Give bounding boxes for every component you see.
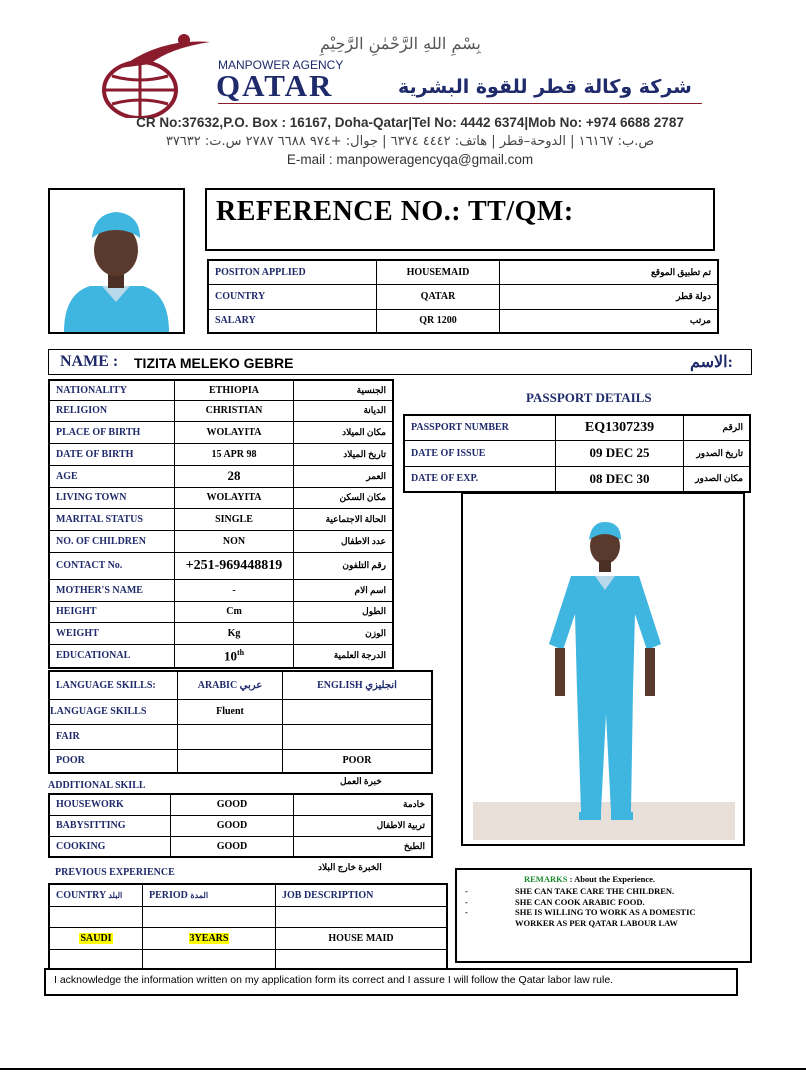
personal-value: 28 xyxy=(175,465,294,487)
country-value: QATAR xyxy=(377,284,500,309)
reference-number: REFERENCE NO.: TT/QM: xyxy=(216,196,574,227)
position-label: POSITON APPLIED xyxy=(208,260,377,284)
personal-arabic: اسم الام xyxy=(294,579,394,601)
personal-arabic: الجنسية xyxy=(294,380,394,400)
personal-row xyxy=(49,552,393,579)
issue-date-arabic: تاريخ الصدور xyxy=(684,440,751,466)
agency-logo xyxy=(90,28,220,118)
country-label: COUNTRY xyxy=(208,284,377,309)
position-value: HOUSEMAID xyxy=(377,260,500,284)
personal-label: RELIGION xyxy=(49,400,175,421)
personal-label: LIVING TOWN xyxy=(49,487,175,508)
personal-row xyxy=(49,622,393,644)
expiry-date-label: DATE OF EXP. xyxy=(404,466,556,492)
issue-date-value: 09 DEC 25 xyxy=(556,440,684,466)
additional-skill-title: ADDITIONAL SKILL xyxy=(48,780,146,791)
personal-arabic: مكان السكن xyxy=(294,487,394,508)
personal-value: Cm xyxy=(175,601,294,622)
personal-arabic: عدد الاطفال xyxy=(294,530,394,552)
salary-arabic: مرتب xyxy=(500,309,719,333)
personal-value: ETHIOPIA xyxy=(175,380,294,400)
language-table xyxy=(48,670,433,774)
passport-table xyxy=(403,414,751,493)
babysitting-value: GOOD xyxy=(171,815,294,836)
agency-subtitle: MANPOWER AGENCY xyxy=(218,58,344,72)
name-label: NAME : xyxy=(60,353,119,370)
passport-title: PASSPORT DETAILS xyxy=(526,390,652,405)
acknowledgement-text: I acknowledge the information written on my application form its correct and I assure I will follow the Qatar labor law rule. xyxy=(54,974,614,986)
arabic-skill-value: Fluent xyxy=(178,699,283,724)
personal-arabic: الحالة الاجتماعية xyxy=(294,508,394,530)
agency-arabic-name: شركة وكالة قطر للقوة البشرية xyxy=(398,76,692,98)
cooking-value: GOOD xyxy=(171,836,294,857)
bismillah-text: بِسْمِ اللهِ الرَّحْمٰنِ الرَّحِيْمِ xyxy=(320,34,481,53)
remark-item: - SHE CAN COOK ARABIC FOOD. xyxy=(465,896,645,907)
personal-label: HEIGHT xyxy=(49,601,175,622)
personal-value: CHRISTIAN xyxy=(175,400,294,421)
agency-name: QATAR xyxy=(216,68,334,103)
passport-number-label: PASSPORT NUMBER xyxy=(404,415,556,440)
housework-value: GOOD xyxy=(171,794,294,815)
personal-arabic: تاريخ الميلاد xyxy=(294,443,394,465)
additional-skill-table xyxy=(48,793,433,858)
personal-arabic: العمر xyxy=(294,465,394,487)
cooking-arabic: الطبخ xyxy=(294,836,433,857)
arabic-column-header: ARABIC عربي xyxy=(178,671,283,699)
personal-row xyxy=(49,579,393,601)
personal-value: 15 APR 98 xyxy=(175,443,294,465)
poor-arabic xyxy=(178,749,283,773)
country-column-header: COUNTRY البلد xyxy=(49,884,143,906)
personal-value: WOLAYITA xyxy=(175,487,294,508)
position-table xyxy=(207,259,719,334)
remark-item: - SHE IS WILLING TO WORK AS A DOMESTIC WORKER AS PER QATAR LABOUR LAW xyxy=(465,907,696,928)
personal-arabic: الديانة xyxy=(294,400,394,421)
personal-row xyxy=(49,465,393,487)
personal-row xyxy=(49,443,393,465)
contact-line-english: CR No:37632,P.O. Box : 16167, Doha-Qatar|Tel No: 4442 6374|Mob No: +974 6688 2787 xyxy=(136,115,684,130)
personal-label: NO. OF CHILDREN xyxy=(49,530,175,552)
remarks-title: REMARKS : About the Experience. xyxy=(524,874,656,884)
fair-english xyxy=(283,724,433,749)
personal-row xyxy=(49,508,393,530)
personal-arabic: رقم التلفون xyxy=(294,552,394,579)
personal-arabic: الدرجة العلمية xyxy=(294,644,394,668)
housework-label: HOUSEWORK xyxy=(49,794,171,815)
job-column-header: JOB DESCRIPTION xyxy=(276,884,448,906)
passport-number-value: EQ1307239 xyxy=(556,415,684,440)
personal-value: NON xyxy=(175,530,294,552)
personal-row xyxy=(49,400,393,421)
period-column-header: PERIOD المدة xyxy=(143,884,276,906)
header-underline xyxy=(218,103,702,104)
housework-arabic: خادمة xyxy=(294,794,433,815)
poor-label: POOR xyxy=(49,749,178,773)
personal-row xyxy=(49,601,393,622)
full-body-photo xyxy=(461,492,745,846)
name-value: TIZITA MELEKO GEBRE xyxy=(134,355,294,371)
personal-row xyxy=(49,421,393,443)
personal-value: Kg xyxy=(175,622,294,644)
language-header-label: LANGUAGE SKILLS: xyxy=(49,671,178,699)
salary-value: QR 1200 xyxy=(377,309,500,333)
personal-value: - xyxy=(175,579,294,601)
personal-label: CONTACT No. xyxy=(49,552,175,579)
personal-label: NATIONALITY xyxy=(49,380,175,400)
previous-experience-title: PREVIOUS EXPERIENCE xyxy=(55,867,175,878)
country-arabic: دولة قطر xyxy=(500,284,719,309)
name-arabic-label: الاسم: xyxy=(690,354,733,371)
page-bottom-rule xyxy=(0,1068,806,1070)
experience-period: 3YEARS xyxy=(143,927,276,949)
english-skill-value xyxy=(283,699,433,724)
personal-row xyxy=(49,530,393,552)
expiry-date-value: 08 DEC 30 xyxy=(556,466,684,492)
fair-label: FAIR xyxy=(49,724,178,749)
personal-info-table xyxy=(48,379,394,669)
personal-label: EDUCATIONAL xyxy=(49,644,175,668)
previous-experience-title-arabic: الخبرة خارج البلاد xyxy=(318,862,382,872)
salary-label: SALARY xyxy=(208,309,377,333)
email-line: E-mail : manpoweragencyqa@gmail.com xyxy=(286,152,534,167)
personal-value: SINGLE xyxy=(175,508,294,530)
personal-label: PLACE OF BIRTH xyxy=(49,421,175,443)
experience-country: SAUDI xyxy=(49,927,143,949)
additional-skill-title-arabic: خبرة العمل xyxy=(340,776,382,786)
personal-value: +251-969448819 xyxy=(175,552,294,579)
personal-row xyxy=(49,487,393,508)
personal-label: DATE OF BIRTH xyxy=(49,443,175,465)
cooking-label: COOKING xyxy=(49,836,171,857)
fair-arabic xyxy=(178,724,283,749)
personal-arabic: مكان الميلاد xyxy=(294,421,394,443)
personal-value: WOLAYITA xyxy=(175,421,294,443)
personal-value: 10th xyxy=(175,644,294,668)
babysitting-label: BABYSITTING xyxy=(49,815,171,836)
expiry-date-arabic: مكان الصدور xyxy=(684,466,751,492)
language-skills-label: LANGUAGE SKILLS xyxy=(49,699,178,724)
personal-row xyxy=(49,644,393,668)
remark-item: - SHE CAN TAKE CARE THE CHILDREN. xyxy=(465,886,675,896)
poor-english: POOR xyxy=(283,749,433,773)
experience-job: HOUSE MAID xyxy=(276,927,448,949)
babysitting-arabic: تربية الاطفال xyxy=(294,815,433,836)
personal-row xyxy=(49,380,393,400)
remarks-list xyxy=(465,886,745,928)
personal-arabic: الطول xyxy=(294,601,394,622)
personal-label: MARITAL STATUS xyxy=(49,508,175,530)
english-column-header: ENGLISH انجليزي xyxy=(283,671,433,699)
personal-label: AGE xyxy=(49,465,175,487)
passport-number-arabic: الرقم xyxy=(684,415,751,440)
personal-label: WEIGHT xyxy=(49,622,175,644)
position-arabic: تم تطبيق الموقع xyxy=(500,260,719,284)
contact-line-arabic: ص.ب: ١٦١٦٧ | الدوحة–قطر | هاتف: ٤٤٤٢ ٦٣٧٤ | جوال: +٩٧٤ ٦٦٨٨ ٢٧٨٧ س.ت: ٣٧٦٣٢ xyxy=(165,134,655,149)
issue-date-label: DATE OF ISSUE xyxy=(404,440,556,466)
headshot-photo xyxy=(48,188,185,334)
personal-arabic: الوزن xyxy=(294,622,394,644)
experience-table xyxy=(48,883,448,970)
personal-label: MOTHER'S NAME xyxy=(49,579,175,601)
